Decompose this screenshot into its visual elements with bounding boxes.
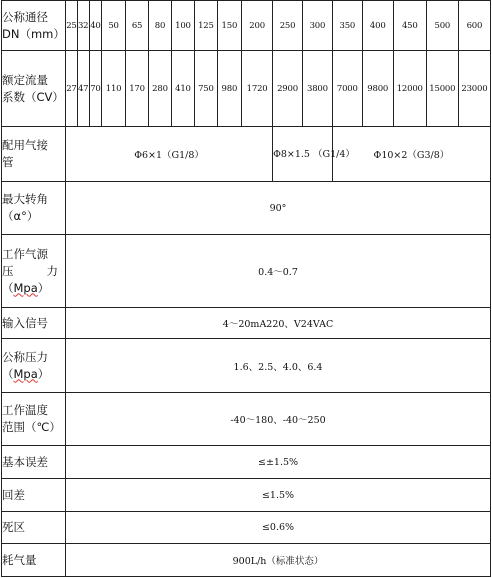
table-row-temp xyxy=(2,393,491,446)
dead-value: ≤0.6% xyxy=(66,512,491,544)
consumption-label: 耗气量 xyxy=(2,544,66,577)
cv-value: 750 xyxy=(195,51,217,127)
dn-value: 65 xyxy=(125,1,148,51)
table-row-dead xyxy=(2,512,491,544)
dead-label: 死区 xyxy=(2,512,66,544)
cv-value: 3800 xyxy=(302,51,332,127)
dn-value: 50 xyxy=(102,1,125,51)
consumption-value: 900L/h（标准状态） xyxy=(66,544,491,577)
cv-value: 23000 xyxy=(458,51,490,127)
table-row-pressure xyxy=(2,339,491,393)
dn-value: 600 xyxy=(458,1,490,51)
dn-value: 25 xyxy=(66,1,78,51)
cv-value: 280 xyxy=(149,51,171,127)
dn-value: 100 xyxy=(171,1,194,51)
cv-value: 9800 xyxy=(362,51,393,127)
dn-value: 40 xyxy=(89,1,102,51)
cv-value: 47 xyxy=(77,51,89,127)
return-label: 回差 xyxy=(2,479,66,512)
signal-value: 4～20mA220、V24VAC xyxy=(66,308,491,339)
dn-value: 150 xyxy=(217,1,242,51)
cv-value: 410 xyxy=(171,51,194,127)
cv-value: 7000 xyxy=(332,51,362,127)
cv-value: 70 xyxy=(89,51,102,127)
dn-value: 125 xyxy=(195,1,217,51)
return-value: ≤1.5% xyxy=(66,479,491,512)
cv-value: 2900 xyxy=(273,51,303,127)
table-row-dn xyxy=(2,1,491,51)
dn-value: 250 xyxy=(273,1,303,51)
dn-value: 80 xyxy=(149,1,171,51)
table-row-angle xyxy=(2,182,491,235)
dn-value: 300 xyxy=(302,1,332,51)
temp-label: 工作温度 范围（℃） xyxy=(2,393,66,446)
pipe-value-small: Φ6×1（G1/8） xyxy=(66,127,273,182)
dn-value: 200 xyxy=(242,1,273,51)
pipe-label: 配用气接 管 xyxy=(2,127,66,182)
table-row-consumption xyxy=(2,544,491,577)
dn-value: 500 xyxy=(426,1,458,51)
cv-value: 110 xyxy=(102,51,125,127)
dn-value: 400 xyxy=(362,1,393,51)
cv-value: 15000 xyxy=(426,51,458,127)
dn-value: 450 xyxy=(393,1,426,51)
pressure-value: 1.6、2.5、4.0、6.4 xyxy=(66,339,491,393)
dn-value: 350 xyxy=(332,1,362,51)
cv-value: 170 xyxy=(125,51,148,127)
table-row-signal xyxy=(2,308,491,339)
temp-value: -40～180、-40～250 xyxy=(66,393,491,446)
table-row-air xyxy=(2,235,491,308)
error-label: 基本误差 xyxy=(2,446,66,479)
angle-value: 90° xyxy=(66,182,491,235)
table-row-return xyxy=(2,479,491,512)
air-label: 工作气源 压 力 （Mpa） xyxy=(2,235,66,308)
table-row-error xyxy=(2,446,491,479)
dn-label: 公称通径 DN（mm） xyxy=(2,1,66,51)
cv-label: 额定流量 系数（CV） xyxy=(2,51,66,127)
cv-value: 1720 xyxy=(242,51,273,127)
spec-table xyxy=(1,0,491,577)
pressure-label: 公称压力 （Mpa） xyxy=(2,339,66,393)
angle-label: 最大转角 （α°） xyxy=(2,182,66,235)
cv-value: 27 xyxy=(66,51,78,127)
cv-value: 980 xyxy=(217,51,242,127)
error-value: ≤±1.5% xyxy=(66,446,491,479)
pipe-value-mid: Φ8×1.5 （G1/4） xyxy=(273,127,333,182)
dn-value: 32 xyxy=(77,1,89,51)
pipe-value-large: Φ10×2（G3/8） xyxy=(332,127,490,182)
air-value: 0.4～0.7 xyxy=(66,235,491,308)
table-row-pipe xyxy=(2,127,491,182)
cv-value: 12000 xyxy=(393,51,426,127)
table-row-cv xyxy=(2,51,491,127)
signal-label: 输入信号 xyxy=(2,308,66,339)
